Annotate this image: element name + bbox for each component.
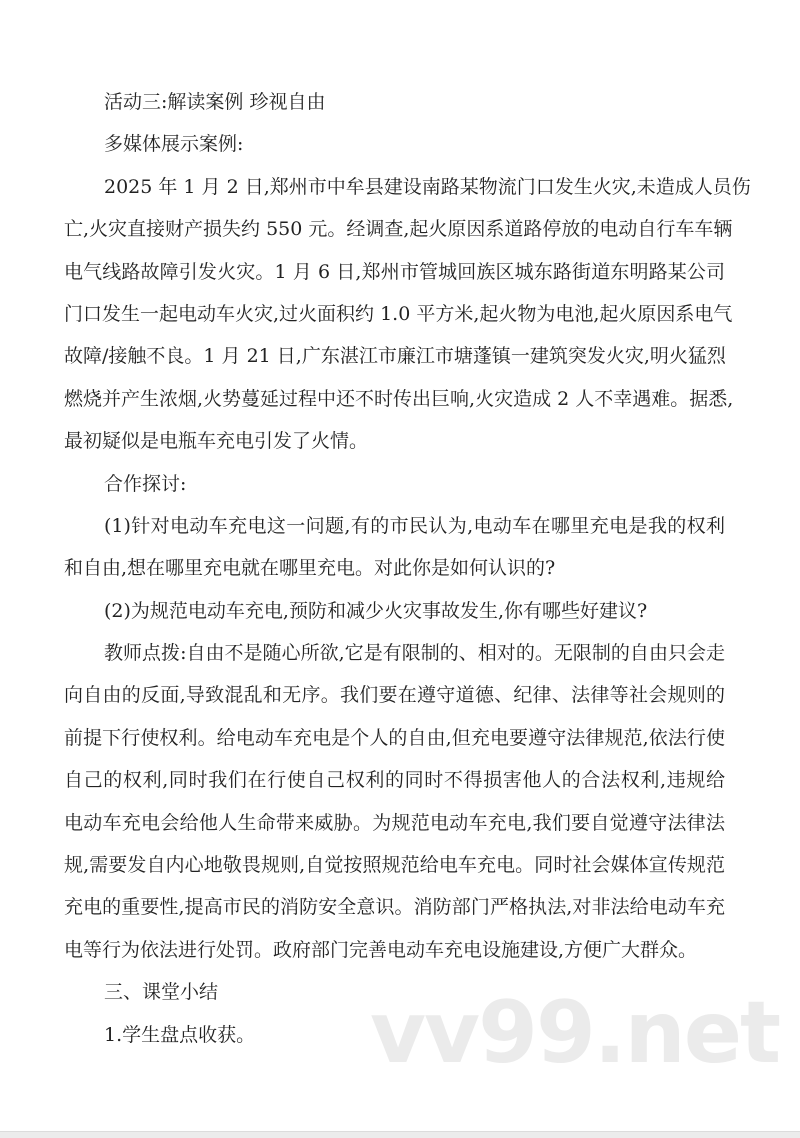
text-line: 电等行为依法进行处罚。政府部门完善电动车充电设施建设,方便广大群众。 <box>64 938 698 961</box>
text-line: 充电的重要性,提高市民的消防安全意识。消防部门严格执法,对非法给电动车充 <box>64 896 725 919</box>
text-line: (1)针对电动车充电这一问题,有的市民认为,电动车在哪里充电是我的权利 <box>104 514 725 537</box>
text-line: 自己的权利,同时我们在行使自己权利的同时不得损害他人的合法权利,违规给 <box>64 769 725 792</box>
text-line: 教师点拨:自由不是随心所欲,它是有限制的、相对的。无限制的自由只会走 <box>104 642 725 665</box>
text-line: 和自由,想在哪里充电就在哪里充电。对此你是如何认识的? <box>64 557 556 580</box>
watermark: vv99.net <box>370 983 780 1083</box>
text-line: 燃烧并产生浓烟,火势蔓延过程中还不时传出巨响,火灾造成 2 人不幸遇难。据悉, <box>64 387 734 410</box>
text-line: 门口发生一起电动车火灾,过火面积约 1.0 平方米,起火物为电池,起火原因系电气 <box>64 302 733 325</box>
text-line: 2025 年 1 月 2 日,郑州市中牟县建设南路某物流门口发生火灾,未造成人员伤 <box>104 175 751 198</box>
discussion-title: 合作探讨: <box>104 472 187 495</box>
case-paragraph <box>64 166 751 463</box>
summary-item: 1.学生盘点收获。 <box>104 1023 256 1046</box>
text-line: 电气线路故障引发火灾。1 月 6 日,郑州市管城回族区城东路街道东明路某公司 <box>64 260 725 283</box>
text-line: 最初疑似是电瓶车充电引发了火情。 <box>64 430 369 453</box>
document-page <box>64 81 751 1056</box>
question-1 <box>64 505 725 590</box>
teacher-guidance <box>64 632 725 971</box>
question-2: (2)为规范电动车充电,预防和减少火灾事故发生,你有哪些好建议? <box>104 599 648 622</box>
text-line: 前提下行使权利。给电动车充电是个人的自由,但充电要遵守法律规范,依法行使 <box>64 726 725 749</box>
text-line: 规,需要发自内心地敬畏规则,自觉按照规范给电车充电。同时社会媒体宣传规范 <box>64 854 725 877</box>
activity-title: 活动三:解读案例 珍视自由 <box>104 91 326 113</box>
text-line: 故障/接触不良。1 月 21 日,广东湛江市廉江市塘蓬镇一建筑突发火灾,明火猛烈 <box>64 345 726 368</box>
section-title: 三、课堂小结 <box>104 981 219 1004</box>
text-line: 电动车充电会给他人生命带来威胁。为规范电动车充电,我们要自觉遵守法律法 <box>64 811 725 834</box>
text-line: 向自由的反面,导致混乱和无序。我们要在遵守道德、纪律、法律等社会规则的 <box>64 684 725 707</box>
case-intro: 多媒体展示案例: <box>104 133 244 156</box>
text-line: 亡,火灾直接财产损失约 550 元。经调查,起火原因系道路停放的电动自行车车辆 <box>64 218 733 241</box>
